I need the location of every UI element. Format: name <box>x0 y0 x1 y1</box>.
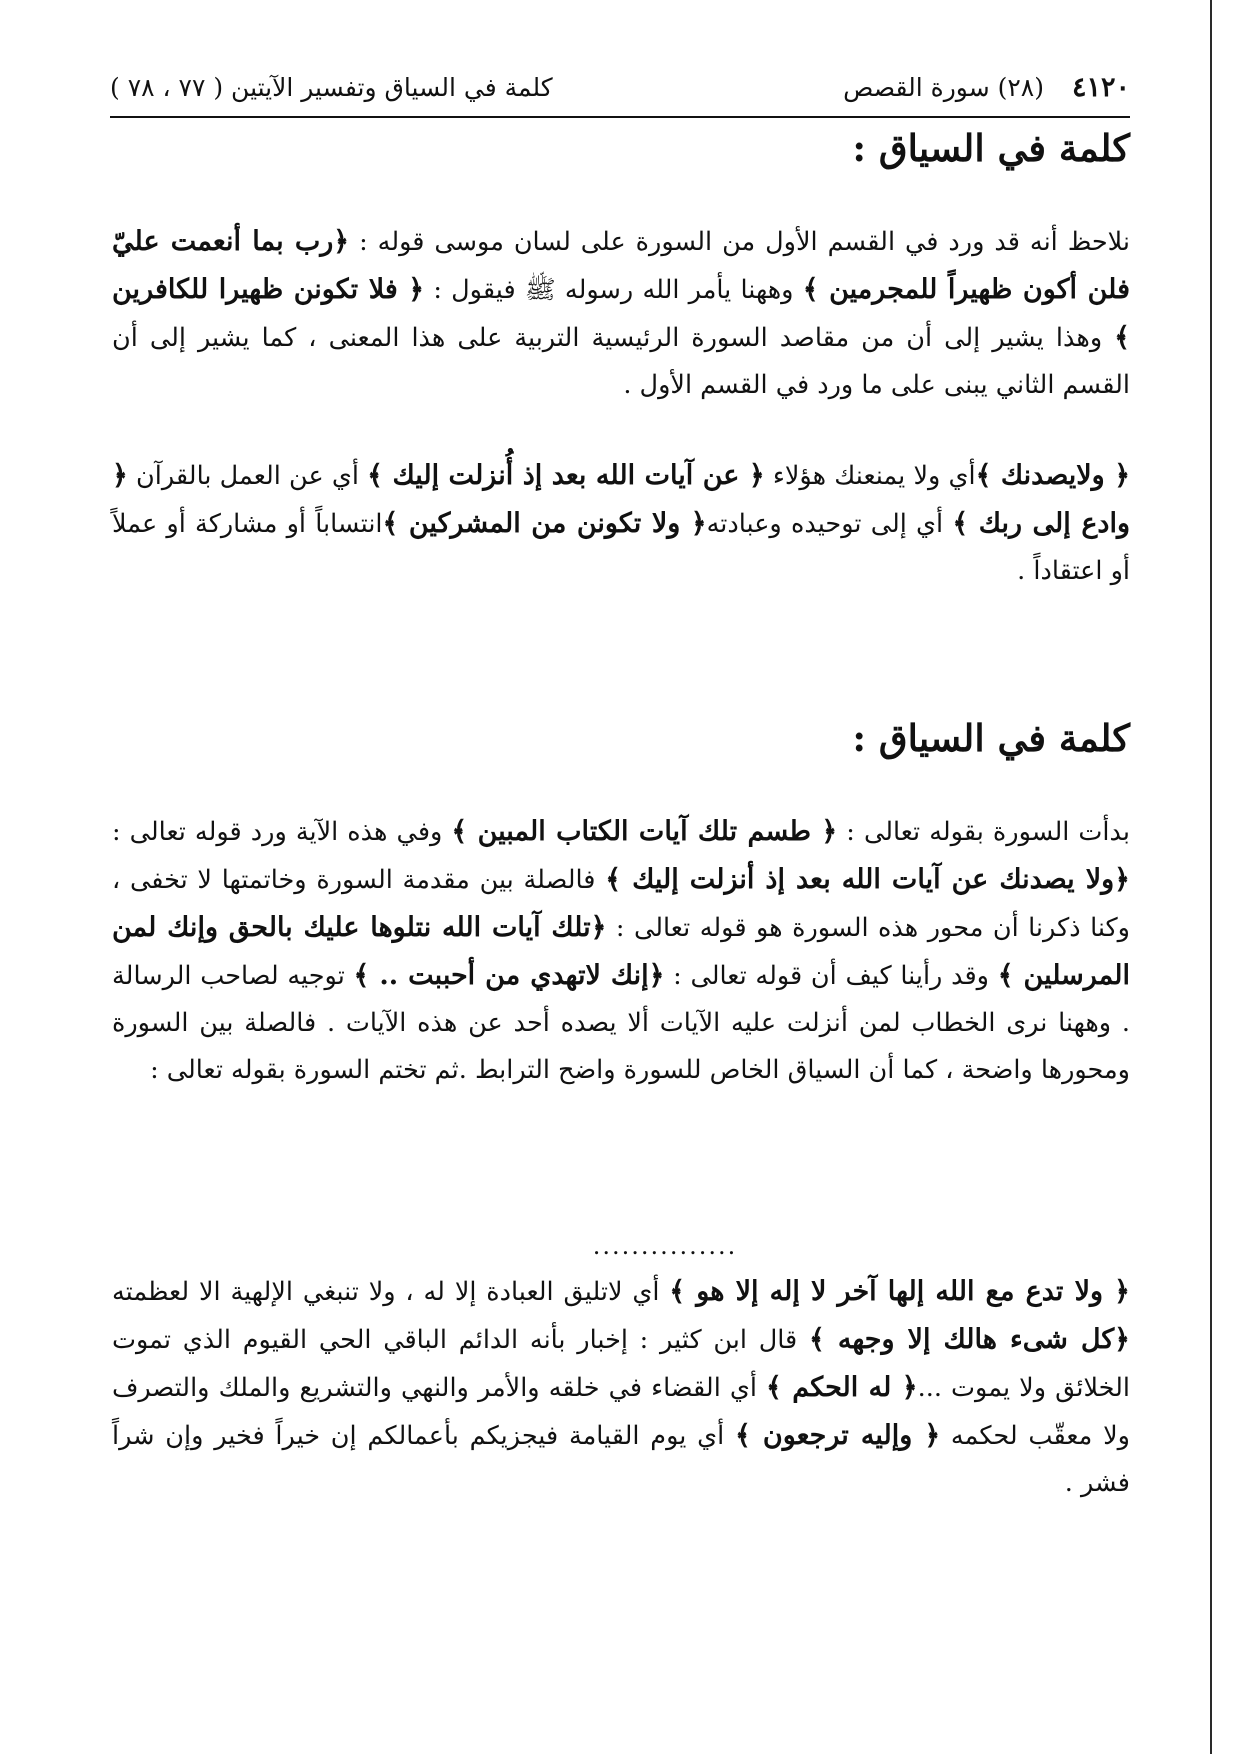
section-title: كلمة في السياق وتفسير الآيتين ( ٧٧ ، ٧٨ ) <box>110 72 553 102</box>
quran-verse: ﴿ولا يصدنك عن آيات الله بعد إذ أنزلت إليك ﴾ <box>605 864 1130 895</box>
commentary-text: أي ولا يمنعنك هؤلاء <box>764 461 976 491</box>
paragraph-4 <box>112 1268 1130 1507</box>
quran-verse: ﴿ وادع إلى ربك ﴾ <box>112 460 1130 539</box>
commentary-text: نلاحظ أنه قد ورد في القسم الأول من السورة على لسان موسى قوله : <box>349 227 1130 257</box>
commentary-text: أي القضاء في خلقه والأمر والنهي والتشريع والملك والتصرف ولا معقّب لحكمه <box>112 1373 1130 1451</box>
paragraph-3 <box>112 808 1130 1094</box>
commentary-text: أي إلى توحيده وعبادته <box>706 509 953 539</box>
quran-verse: ﴿إنك لاتهدي من أحببت .. ﴾ <box>353 960 665 991</box>
commentary-text: أي لاتليق العبادة إلا له ، ولا تنبغي الإلهية الا لعظمته <box>112 1277 670 1307</box>
commentary-text: وقد رأينا كيف أن قوله تعالى : <box>664 961 998 991</box>
commentary-text: انتساباً أو مشاركة أو عملاً أو اعتقاداً . <box>112 509 1130 586</box>
quran-verse: ﴿ فلا تكونن ظهيرا للكافرين ﴾ <box>112 274 1130 353</box>
commentary-text: بدأت السورة بقوله تعالى : <box>837 817 1130 847</box>
commentary-text: فالصلة بين مقدمة السورة وخاتمتها لا تخفى ، وكنا ذكرنا أن محور هذه السورة هو قوله تعالى : <box>112 865 1130 943</box>
commentary-text: قال ابن كثير : إخبار بأنه الدائم الباقي الحي القيوم الذي تموت الخلائق ولا يموت ... <box>112 1325 1131 1403</box>
page-header <box>110 64 1130 110</box>
page-edge-line <box>1210 0 1212 1754</box>
quran-verse: ﴿تلك آيات الله نتلوها عليك بالحق وإنك لمن المرسلين ﴾ <box>112 912 1131 991</box>
quran-verse: ﴿ له الحكم ﴾ <box>766 1372 918 1403</box>
commentary-text: أي يوم القيامة فيجزيكم بأعمالكم إن خيراً فخير وإن شراً فشر . <box>112 1421 1130 1498</box>
quran-verse: ﴿ ولا تكونن من المشركين ﴾ <box>382 508 707 539</box>
header-right <box>843 72 1130 103</box>
quran-verse: ﴿ ولايصدنك ﴾ <box>975 460 1131 491</box>
paragraph-1 <box>112 218 1130 409</box>
heading-first: كلمة في السياق : <box>852 126 1130 170</box>
header-rule <box>110 116 1130 118</box>
quran-verse: ﴿كل شىء هالك إلا وجهه ﴾ <box>808 1324 1131 1355</box>
commentary-text: وفي هذه الآية ورد قوله تعالى : <box>112 817 452 847</box>
quran-verse: ﴿ ولا تدع مع الله إلها آخر لا إله إلا هو ﴾ <box>669 1276 1130 1307</box>
commentary-text: توجيه لصاحب الرسالة . وههنا نرى الخطاب لمن أنزلت عليه الآيات ألا يصده أحد عن هذه الآيات . فالصلة بين السورة ومحورها واضحة ، كما أن السياق الخاص للسورة واضح الترابط .ثم تختم السورة بقوله تعالى : <box>112 961 1130 1085</box>
surah-title: (٢٨) سورة القصص <box>843 72 1044 102</box>
quran-verse: ﴿ عن آيات الله بعد إذ أُنزلت إليك ﴾ <box>367 460 765 491</box>
commentary-text: وههنا يأمر الله رسوله ﷺ فيقول : <box>424 275 803 305</box>
quran-verse: ﴿رب بما أنعمت عليّ فلن أكون ظهيراً للمجرمين ﴾ <box>112 226 1130 305</box>
heading-second: كلمة في السياق : <box>852 716 1130 760</box>
commentary-text: أي عن العمل بالقرآن <box>127 461 368 491</box>
section-separator: ............... <box>592 1232 738 1260</box>
page-number: ٤١٢٠ <box>1071 71 1130 103</box>
quran-verse: ﴿ طسم تلك آيات الكتاب المبين ﴾ <box>451 816 838 847</box>
commentary-text: وهذا يشير إلى أن من مقاصد السورة الرئيسية التربية على هذا المعنى ، كما يشير إلى أن القسم الثاني يبنى على ما ورد في القسم الأول . <box>112 323 1130 400</box>
quran-verse: ﴿ وإليه ترجعون ﴾ <box>734 1420 941 1451</box>
paragraph-2 <box>112 452 1130 595</box>
